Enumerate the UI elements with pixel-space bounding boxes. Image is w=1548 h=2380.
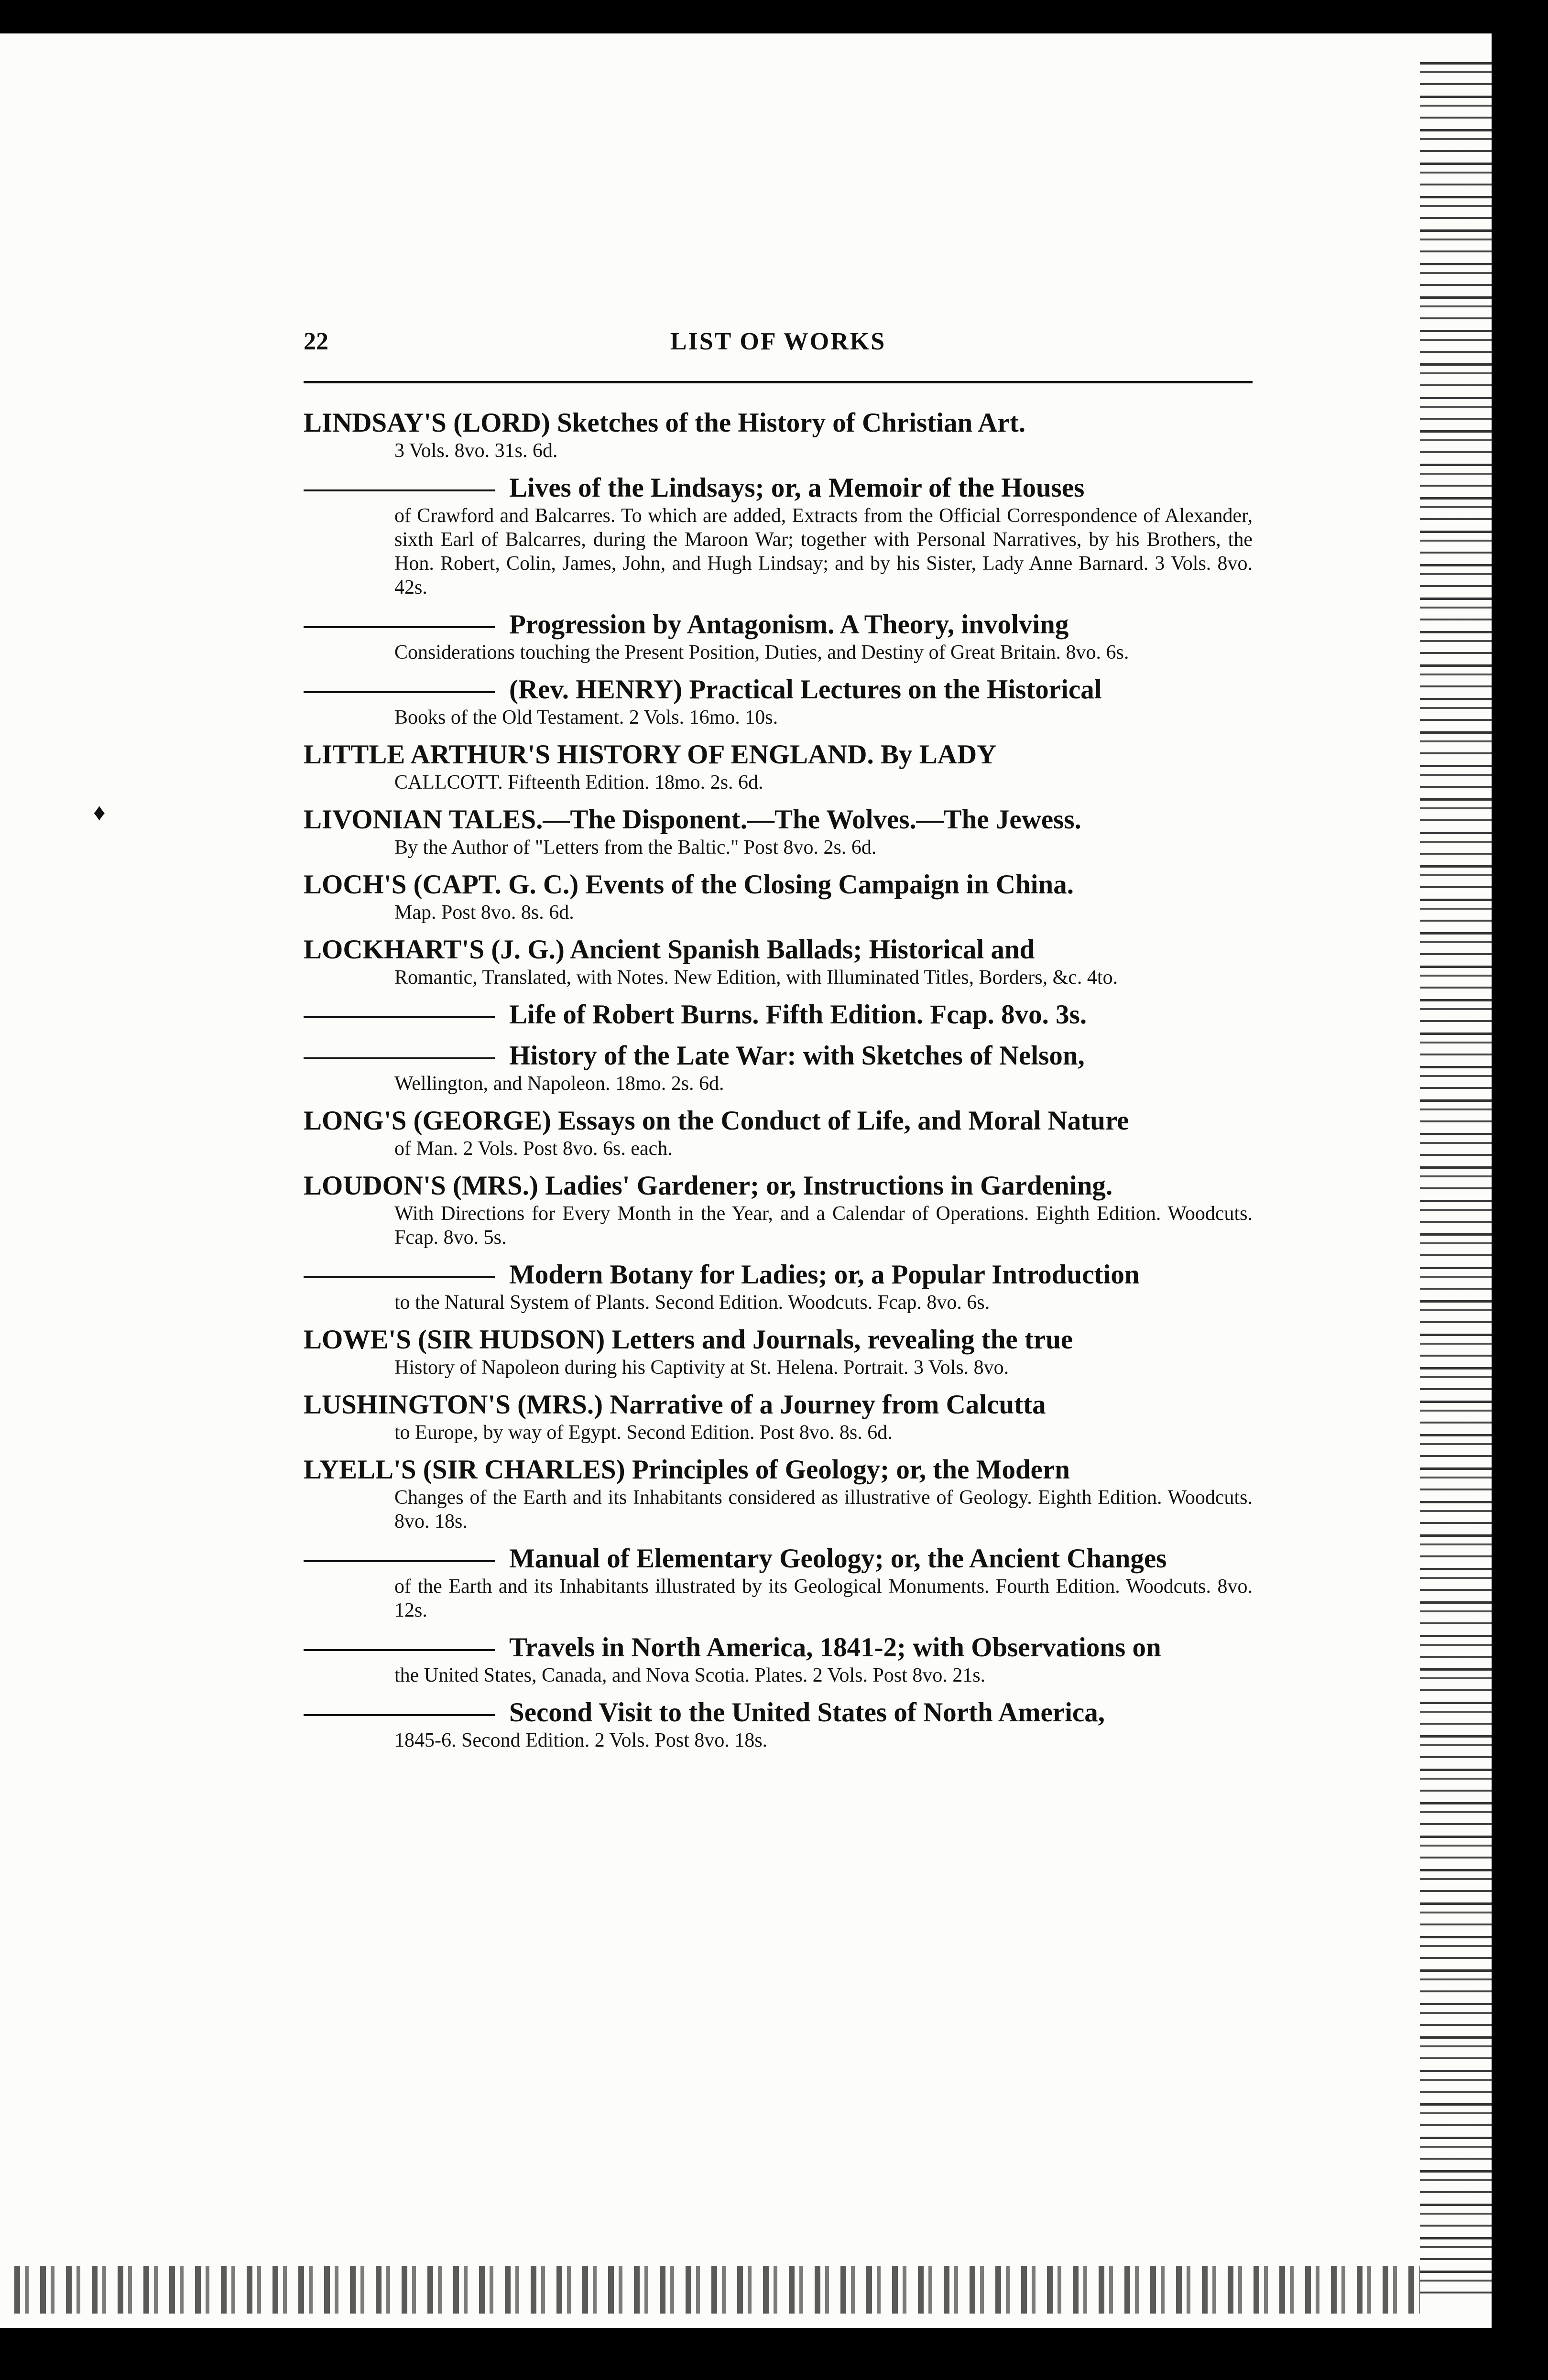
page-number: 22 [304,328,328,355]
entry-heading-text: LYELL'S (SIR CHARLES) Principles of Geology; or, the Modern [304,1455,1070,1485]
entry-heading [304,1389,1253,1421]
entry-heading [304,869,1253,901]
entry-heading-text: Progression by Antagonism. A Theory, involving [509,609,1069,640]
header-rule [304,381,1253,383]
entry [304,1259,1253,1315]
entry-heading [304,609,1253,641]
entry-heading-text: Second Visit to the United States of North America, [509,1697,1105,1728]
entry-heading [304,1040,1253,1072]
entry [304,1543,1253,1622]
entry [304,674,1253,729]
entry-heading [304,804,1253,836]
binding-edge [1420,62,1492,2299]
entry-details: the United States, Canada, and Nova Scotia. Plates. 2 Vols. Post 8vo. 21s. [394,1664,986,1686]
ditto-dash [304,626,495,628]
entry-heading [304,739,1253,771]
entry-details: to Europe, by way of Egypt. Second Edition. Post 8vo. 8s. 6d. [394,1422,893,1444]
entry [304,739,1253,794]
entry [304,1324,1253,1380]
entry-heading [304,472,1253,504]
entry-heading [304,934,1253,966]
entry [304,999,1253,1031]
entry-details: Map. Post 8vo. 8s. 6d. [394,902,574,924]
ditto-dash [304,1057,495,1059]
entry [304,804,1253,859]
page-header [304,327,1253,381]
entry-details: By the Author of "Letters from the Baltic." Post 8vo. 2s. 6d. [394,837,877,859]
entry [304,1697,1253,1752]
entry [304,1170,1253,1250]
entry-details: to the Natural System of Plants. Second Edition. Woodcuts. Fcap. 8vo. 6s. [394,1292,990,1314]
ditto-dash [304,1714,495,1716]
entry [304,407,1253,463]
entry-heading [304,1324,1253,1356]
margin-mark: ♦ [93,799,106,826]
entry-heading-text: Lives of the Lindsays; or, a Memoir of the Houses [509,473,1085,503]
entry [304,472,1253,599]
entry-heading [304,407,1253,439]
entry-details: of the Earth and its Inhabitants illustrated by its Geological Monuments. Fourth Edition. Woodcuts. 8vo. 12s. [394,1576,1253,1621]
entry-details: Changes of the Earth and its Inhabitants considered as illustrative of Geology. Eighth Edition. Woodcuts. 8vo. 18s. [394,1487,1253,1532]
entry-heading-text: History of the Late War: with Sketches of Nelson, [509,1041,1085,1071]
entry-details: Books of the Old Testament. 2 Vols. 16mo. 10s. [394,706,778,728]
entry-heading-text: Modern Botany for Ladies; or, a Popular Introduction [509,1260,1140,1290]
entry-details: CALLCOTT. Fifteenth Edition. 18mo. 2s. 6d. [394,772,763,793]
entry-heading-text: LOCKHART'S (J. G.) Ancient Spanish Ballads; Historical and [304,935,1035,965]
entry-details: With Directions for Every Month in the Year, and a Calendar of Operations. Eighth Edition. Woodcuts. Fcap. 8vo. 5s. [394,1203,1253,1249]
entry-heading [304,999,1253,1031]
entry [304,1105,1253,1161]
entries-list [304,407,1253,1752]
entry-details: of Man. 2 Vols. Post 8vo. 6s. each. [394,1138,673,1160]
entry [304,1632,1253,1687]
entry-heading-text: LIVONIAN TALES.—The Disponent.—The Wolves.—The Jewess. [304,804,1081,835]
entry-heading [304,1632,1253,1663]
entry-heading-text: LOUDON'S (MRS.) Ladies' Gardener; or, Instructions in Gardening. [304,1171,1113,1201]
ditto-dash [304,1649,495,1651]
entry [304,1389,1253,1445]
entry-heading-text: LOCH'S (CAPT. G. C.) Events of the Closing Campaign in China. [304,869,1074,900]
entry-details: 3 Vols. 8vo. 31s. 6d. [394,440,558,462]
page-scan [0,33,1492,2328]
ditto-dash [304,1016,495,1018]
entry-heading [304,1543,1253,1575]
entry-heading [304,674,1253,706]
entry-heading [304,1170,1253,1202]
entry-details: 1845-6. Second Edition. 2 Vols. Post 8vo. 18s. [394,1729,768,1751]
page-content [304,327,1253,1762]
entry-details: of Crawford and Balcarres. To which are added, Extracts from the Official Correspondence of Alexander, sixth Earl of Balcarres, during the Maroon War; together with Personal Narratives, by his Brothers, the Hon. Robert, Colin, James, John, and Hugh Lindsay; and by his Sister, Lady Anne Barnard. 3 Vols. 8vo. 42s. [394,505,1253,598]
entry-heading [304,1259,1253,1291]
running-title: LIST OF WORKS [670,328,886,355]
entry-heading-text: LINDSAY'S (LORD) Sketches of the History of Christian Art. [304,408,1025,438]
entry-heading-text: LONG'S (GEORGE) Essays on the Conduct of Life, and Moral Nature [304,1106,1129,1136]
entry [304,1040,1253,1096]
ditto-dash [304,489,495,491]
entry [304,869,1253,924]
entry-heading [304,1105,1253,1137]
entry [304,934,1253,989]
entry-heading-text: LUSHINGTON'S (MRS.) Narrative of a Journey from Calcutta [304,1390,1046,1420]
entry-heading-text: Life of Robert Burns. Fifth Edition. Fcap. 8vo. 3s. [509,1000,1087,1030]
entry-heading [304,1697,1253,1728]
entry [304,609,1253,664]
entry-heading-text: LOWE'S (SIR HUDSON) Letters and Journals, revealing the true [304,1325,1073,1355]
entry-details: Wellington, and Napoleon. 18mo. 2s. 6d. [394,1073,724,1095]
page-bottom-edge [14,2266,1420,2314]
entry-details: Considerations touching the Present Position, Duties, and Destiny of Great Britain. 8vo. 6s. [394,641,1129,663]
entry [304,1454,1253,1533]
entry-details: Romantic, Translated, with Notes. New Edition, with Illuminated Titles, Borders, &c. 4to. [394,967,1118,989]
entry-heading-text: LITTLE ARTHUR'S HISTORY OF ENGLAND. By LADY [304,739,997,770]
entry-heading-text: Travels in North America, 1841-2; with Observations on [509,1632,1161,1663]
ditto-dash [304,691,495,693]
ditto-dash [304,1560,495,1562]
entry-heading-text: Manual of Elementary Geology; or, the Ancient Changes [509,1543,1167,1574]
ditto-dash [304,1276,495,1278]
entry-details: History of Napoleon during his Captivity at St. Helena. Portrait. 3 Vols. 8vo. [394,1357,1009,1379]
entry-heading-text: (Rev. HENRY) Practical Lectures on the Historical [509,674,1102,705]
entry-heading [304,1454,1253,1486]
